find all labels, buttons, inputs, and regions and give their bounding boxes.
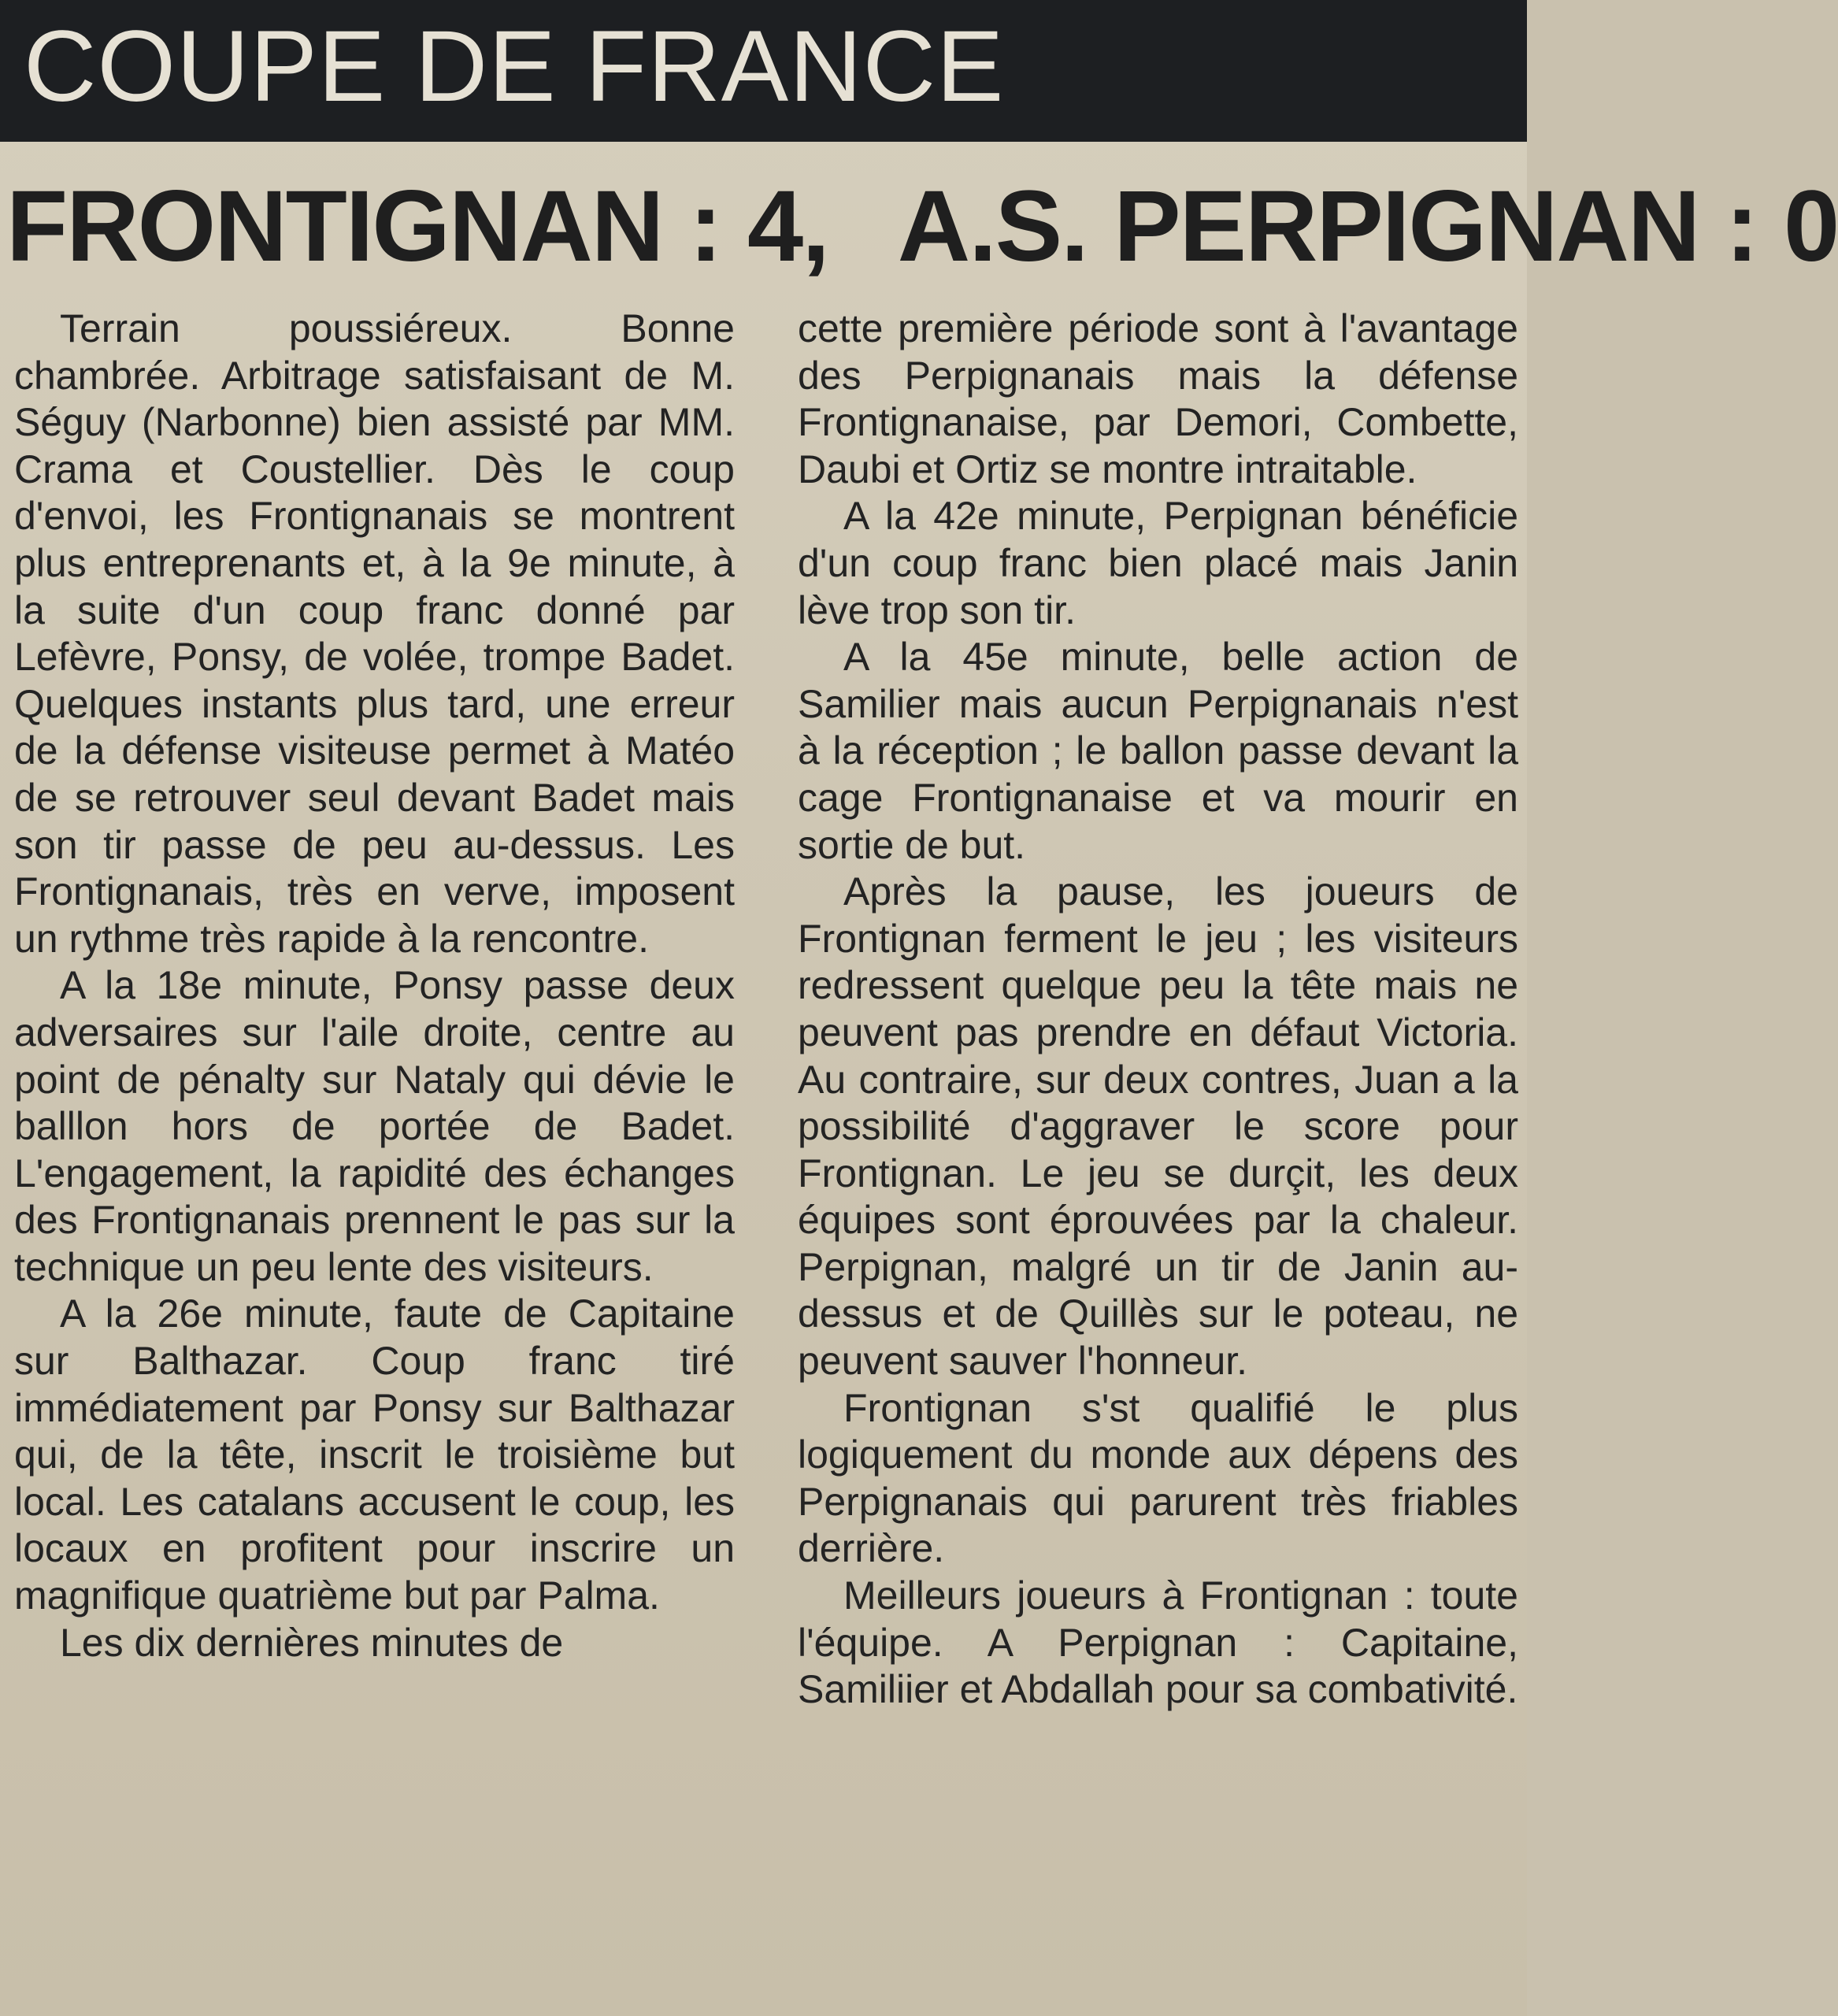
section-banner xyxy=(0,0,1527,142)
paragraph: Les dix dernières minutes de xyxy=(60,1620,564,1665)
away-team-score: A.S. PERPIGNAN : 0 xyxy=(897,170,1838,283)
paragraph: A la 42e minute, Perpignan bénéficie d'un coup franc bien placé mais Janin lève trop son tir. xyxy=(798,494,1518,632)
paragraph: A la 18e minute, Ponsy passe deux adversaires sur l'aile droite, centre au point de pénalty sur Nataly qui dévie le balllon hors de portée de Badet. L'engagement, la rapidité des échanges des Frontignanais prennent le pas sur la technique un peu lente des visiteurs. xyxy=(14,963,735,1289)
paragraph: Après la pause, les joueurs de Frontignan ferment le jeu ; les visiteurs redressent quelque peu la tête mais ne peuvent pas prendre en défaut Victoria. Au contraire, sur deux contres, Juan a la possibilité d'aggraver le score pour Frontignan. Le jeu se durçit, les deux équipes sont éprouvées par la chaleur. Perpignan, malgré un tir de Janin au-dessus et de Quillès sur le poteau, ne peuvent sauver l'honneur. xyxy=(798,869,1518,1384)
home-team-score: FRONTIGNAN : 4, xyxy=(6,170,828,283)
article-left-column xyxy=(14,306,735,1999)
paragraph: A la 26e minute, faute de Capitaine sur Balthazar. Coup franc tiré immédiatement par Ponsy sur Balthazar qui, de la tête, inscrit le troisième but local. Les catalans accusent le coup, les locaux en profitent pour inscrire un magnifique quatrième but par Palma. xyxy=(14,1292,735,1618)
paragraph: A la 45e minute, belle action de Samilier mais aucun Perpignanais n'est à la réception ; le ballon passe devant la cage Frontignanaise et va mourir en sortie de but. xyxy=(798,635,1518,867)
paragraph-continuation: cette première période sont à l'avantage des Perpignanais mais la défense Frontignanaise, par Demori, Combette, Daubi et Ortiz se montre intraitable. xyxy=(798,306,1518,491)
paragraph: Meilleurs joueurs à Frontignan : toute l'équipe. A Perpignan : Capitaine, Samiliier et Abdallah pour sa combativité. xyxy=(798,1573,1518,1712)
paragraph: Frontignan s'st qualifié le plus logiquement du monde aux dépens des Perpignanais qui parurent très friables derrière. xyxy=(798,1385,1518,1571)
column-divider xyxy=(756,315,757,1984)
match-score-headline xyxy=(6,164,1838,290)
section-title: COUPE DE FRANCE xyxy=(24,10,1005,123)
article-right-column xyxy=(798,306,1518,1999)
paragraph: Terrain poussiéreux. Bonne chambrée. Arbitrage satisfaisant de M. Séguy (Narbonne) bien assisté par MM. Crama et Coustellier. Dès le coup d'envoi, les Frontignanais se montrent plus entreprenants et, à la 9e minute, à la suite d'un coup franc donné par Lefèvre, Ponsy, de volée, trompe Badet. Quelques instants plus tard, une erreur de la défense visiteuse permet à Matéo de se retrouver seul devant Badet mais son tir passe de peu au-dessus. Les Frontignanais, très en verve, imposent un rythme très rapide à la rencontre. xyxy=(14,306,735,961)
